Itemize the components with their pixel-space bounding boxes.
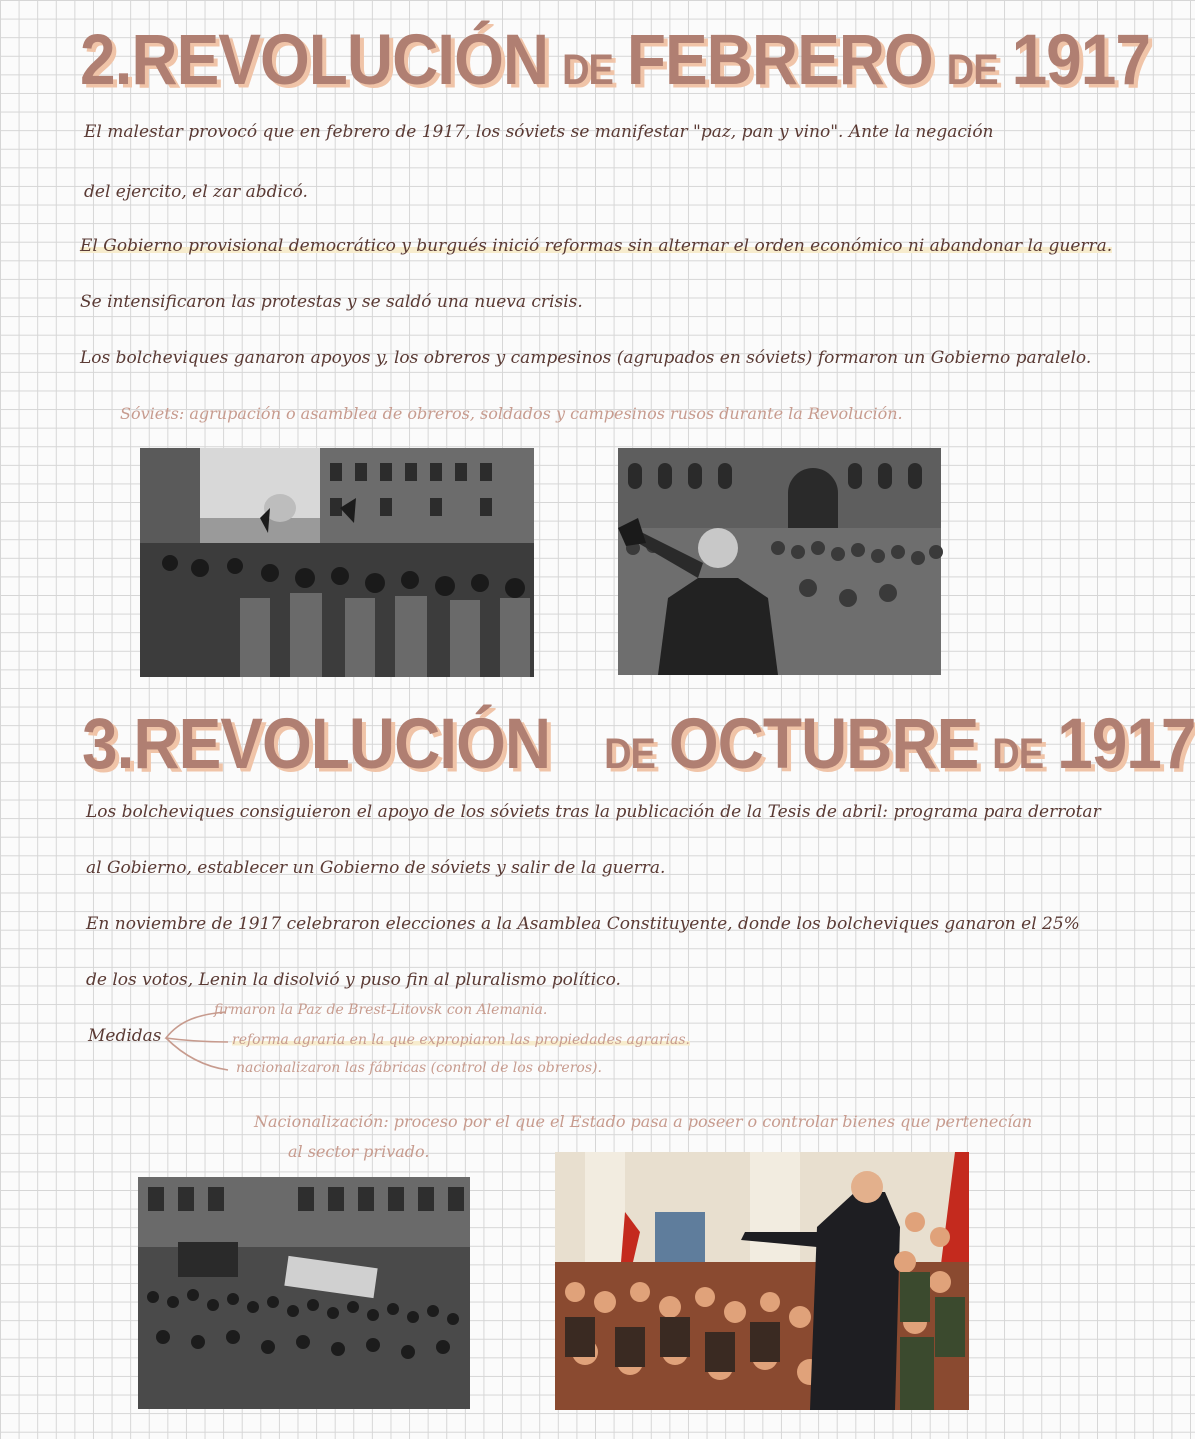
painting-lenin-assembly-illustration — [555, 1152, 969, 1410]
section-3-title-year: 1917 — [1057, 703, 1195, 784]
section-2-line-1: El malestar provocó que en febrero de 1917, los sóviets se manifestar "paz, pan y vino". Ante la negación — [84, 122, 994, 142]
photo-october-crowd — [138, 1177, 470, 1409]
section-2-line-4: Se intensificaron las protestas y se saldó una nueva crisis. — [80, 292, 583, 312]
measure-2 — [232, 1032, 690, 1048]
section-2-number: 2. — [80, 19, 132, 100]
measures-label: Medidas — [88, 1026, 162, 1046]
section-2-line-5: Los bolcheviques ganaron apoyos y, los obreros y campesinos (agrupados en sóviets) formaron un Gobierno paralelo. — [80, 348, 1092, 368]
measure-1: firmaron la Paz de Brest-Litovsk con Alemania. — [214, 1002, 548, 1018]
photo-february-march — [140, 448, 534, 677]
photo-february-march-illustration — [140, 448, 534, 677]
photo-lenin-speech-illustration — [618, 448, 941, 675]
section-2-line-3-text: El Gobierno provisional democrático y burgués inició reformas sin alternar el orden económico ni abandonar la guerra. — [80, 236, 1113, 256]
section-3-title-de2: DE — [992, 731, 1044, 779]
section-2-title — [80, 18, 1150, 101]
section-3-title — [82, 702, 1195, 785]
section-2-line-2: del ejercito, el zar abdicó. — [84, 182, 308, 202]
section-2-title-word1: REVOLUCIÓN — [131, 19, 549, 100]
painting-lenin-assembly — [555, 1152, 969, 1410]
section-3-number: 3. — [82, 703, 134, 784]
photo-lenin-speech — [618, 448, 941, 675]
section-3-title-word2: OCTUBRE — [668, 703, 979, 784]
section-3-line-2: al Gobierno, establecer un Gobierno de sóviets y salir de la guerra. — [86, 858, 666, 878]
section-2-title-year: 1917 — [1011, 19, 1150, 100]
section-2-title-de2: DE — [946, 47, 998, 95]
measure-3: nacionalizaron las fábricas (control de los obreros). — [236, 1060, 602, 1076]
section-2-title-word2: FEBRERO — [626, 19, 933, 100]
section-2-line-3 — [80, 236, 1112, 256]
section-2-title-de1: DE — [562, 47, 613, 95]
nationalization-definition-line-2: al sector privado. — [288, 1142, 430, 1161]
nationalization-definition-line-1: Nacionalización: proceso por el que el Estado pasa a poseer o controlar bienes que pertenecían — [254, 1112, 1033, 1131]
section-3-title-de1: DE — [604, 731, 655, 779]
photo-october-crowd-illustration — [138, 1177, 470, 1409]
measure-2-text: reforma agraria en la que expropiaron las propiedades agrarias. — [232, 1032, 691, 1048]
section-3-line-3: En noviembre de 1917 celebraron elecciones a la Asamblea Constituyente, donde los bolcheviques ganaron el 25% — [86, 914, 1080, 934]
section-3-line-4: de los votos, Lenin la disolvió y puso fin al pluralismo político. — [86, 970, 621, 990]
soviets-definition: Sóviets: agrupación o asamblea de obreros, soldados y campesinos rusos durante la Revolución. — [120, 404, 903, 423]
section-3-title-word1: REVOLUCIÓN — [133, 703, 551, 784]
section-3-line-1: Los bolcheviques consiguieron el apoyo de los sóviets tras la publicación de la Tesis de abril: programa para derrotar — [86, 802, 1101, 822]
